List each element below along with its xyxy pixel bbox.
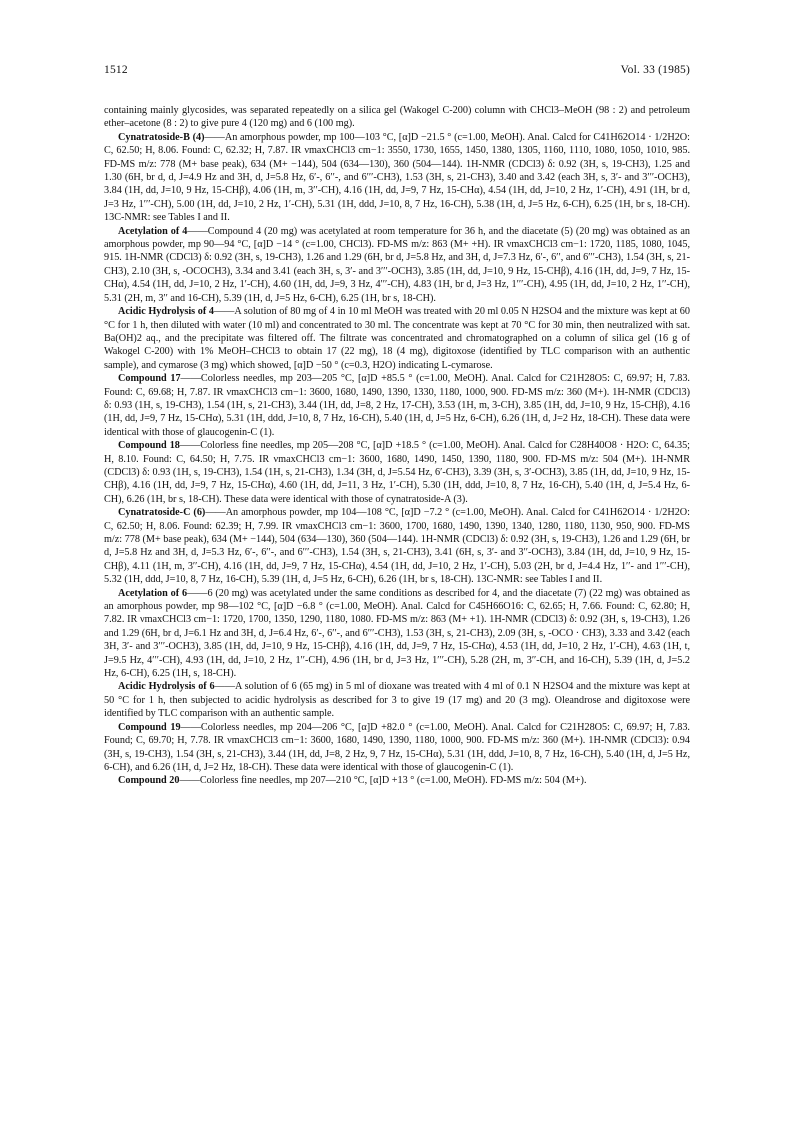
page-header (104, 64, 690, 76)
section-heading: Acidic Hydrolysis of 6 (118, 681, 215, 693)
section-heading: Acetylation of 4 (118, 225, 188, 237)
section-heading: Cynatratoside-C (6) (118, 507, 206, 519)
paragraph (104, 372, 690, 439)
paragraph-text: ——A solution of 80 mg of 4 in 10 ml MeOH was treated with 20 ml 0.05 N H2SO4 and the mixture was kept at 60 °C for 1 h, then diluted with water (10 ml) and concentrated to 30 ml. The concentrate was kept at 70 °C for 30 min, then neutralized with sat. Ba(OH)2 aq., and the precipitate was filtered off. The filtrate was concentrated and chromatographed on a column of silica gel (16 g of Wakogel C-200) with 1% MeOH–CHCl3 to obtain 17 (22 mg), 18 (4 mg), digitoxose (identified by TLC comparison with an authentic sample), and cymarose (3 mg) which showed, [α]D −50 ° (c=0.3, H2O) indicating L-cymarose. (104, 306, 690, 371)
section-heading: Cynatratoside-B (4) (118, 131, 205, 143)
paragraph (104, 774, 690, 787)
paragraph-text: ——An amorphous powder, mp 100—103 °C, [α]D −21.5 ° (c=1.00, MeOH). Anal. Calcd for C41H62O14 · 1/2H2O: C, 62.50; H, 8.06. Found: C, 62.32; H, 7.87. IR νmaxCHCl3 cm−1: 3550, 1730, 1655, 1450, 1380, 1305, 1160, 1110, 1080, 1050, 1010, 985. FD-MS m/z: 778 (M+ base peak), 634 (M+ −144), 504 (634—130), 360 (504—144). 1H-NMR (CDCl3) δ: 0.92 (3H, s, 19-CH3), 1.25 and 1.30 (6H, br d, d, J=4.9 Hz and 3H, d, J=5.8 Hz, 6′-, 6′′-, and 6′′′-CH3), 1.53 (3H, s, 21-CH3), 3.40 and 3.42 (each 3H, s, 3′- and 3′′′-OCH3), 3.84 (1H, dd, J=10, 9 Hz, 15-CHβ), 4.06 (1H, m, 3′′-CH), 4.16 (1H, dd, J=9, 7 Hz, 15-CHα), 4.54 (1H, dd, J=10, 2 Hz, 1′-CH), 4.91 (1H, br d, J=3 Hz, 1′′′-CH), 5.00 (1H, dd, J=10, 2 Hz, 1′-CH), 5.31 (1H, ddd, J=10, 8, 7 Hz, 16-CH), 5.38 (1H, d, J=5 Hz, 6-CH), 6.25 (1H, br s, 18-CH). 13C-NMR: see Tables I and II. (104, 131, 690, 224)
paragraph (104, 439, 690, 506)
paragraph-text: containing mainly glycosides, was separated repeatedly on a silica gel (Wakogel C-200) column with CHCl3–MeOH (98 : 2) and petroleum ether–acetone (8 : 2) to give pure 4 (120 mg) and 6 (100 mg). (104, 105, 690, 130)
section-heading: Compound 19 (118, 721, 181, 733)
page-number: 1512 (104, 64, 128, 76)
paragraph (104, 104, 690, 131)
paragraph (104, 225, 690, 305)
paragraph (104, 680, 690, 720)
paragraph-text: ——An amorphous powder, mp 104—108 °C, [α]D −7.2 ° (c=1.00, MeOH). Anal. Calcd for C41H62O14 · 1/2H2O: C, 62.50; H, 8.06. Found: 62.39; H, 7.99. IR νmaxCHCl3 cm−1: 3600, 1700, 1680, 1490, 1390, 1340, 1280, 1180, 1130, 950, 900. FD-MS m/z: 778 (M+ base peak), 634 (M+ −144), 504 (634—130), 360 (504—144). 1H-NMR (CDCl3) δ: 0.92 (3H, s, 19-CH3), 1.26 and 1.29 (6H, br d, J=5.8 Hz and 3H, d, J=5.3 Hz, 6′-, 6′′-, and 6′′′-CH3), 1.54 (3H, s, 21-CH3), 3.41 (6H, s, 3′- and 3′′-OCH3), 3.84 (1H, dd, J=10, 9 Hz, 15-CHβ), 4.11 (1H, m, 3′′-CH), 4.16 (1H, dd, J=9, 7 Hz, 15-CHα), 4.54 (1H, dd, J=10, 2 Hz, 1′-CH), 5.03 (2H, br d, J=4.4 Hz, 1′′- and 1′′′-CH), 5.32 (1H, ddd, J=10, 8, 7 Hz, 16-CH), 5.39 (1H, d, J=5 Hz, 6-CH), 6.26 (1H, br s, 18-CH). 13C-NMR: see Tables I and II. (104, 507, 690, 586)
paragraph-text: ——6 (20 mg) was acetylated under the same conditions as described for 4, and the diacetate (7) (22 mg) was obtained as an amorphous powder, mp 98—102 °C, [α]D −6.8 ° (c=1.00, MeOH). Anal. Calcd for C45H66O16: C, 62.65; H, 7.66. Found: C, 62.80; H, 7.82. IR νmaxCHCl3 cm−1: 1720, 1700, 1350, 1290, 1180, 1080. FD-MS m/z: 863 (M+ +1). 1H-NMR (CDCl3) δ: 0.92 (3H, s, 19-CH3), 1.26 and 1.29 (6H, br d, J=6.1 Hz and 3H, d, J=6.4 Hz, 6′-, 6′′-, and 6′′′-CH3), 1.53 (3H, s, 21-CH3), 2.09 (3H, s, -OCO · CH3), 3.33 and 3.42 (each 3H, 3′- and 3′′′-OCH3), 3.85 (1H, dd, J=10, 9 Hz, 15-CHβ), 4.16 (1H, dd, J=9, 7 Hz, 15-CHα), 4.53 (1H, dd, J=10, 2 Hz, 1′-CH), 4.63 (1H, t, J=9.5 Hz, 4′′′-CH), 4.93 (1H, dd, J=10, 2 Hz, 1′′-CH), 4.96 (1H, br d, J=3 Hz, 1′′′-CH), 5.28 (2H, m, 3′′-CH, and 16-CH), 5.39 (1H, d, J=5.2 Hz, 6-CH), 6.25 (1H, s, 18-CH). (104, 587, 690, 680)
paragraph-text: ——Colorless needles, mp 204—206 °C, [α]D +82.0 ° (c=1.00, MeOH). Anal. Calcd for C21H28O5: C, 69.97; H, 7.83. Found; C, 69.70; H, 7.78. IR νmaxCHCl3 cm−1: 3600, 1680, 1490, 1390, 1180, 1000, 900. FD-MS m/z: 360 (M+). 1H-NMR (CDCl3): 0.94 (3H, s, 19-CH3), 1.54 (3H, s, 21-CH3), 3.44 (1H, dd, J=8, 2 Hz, 9, 7 Hz, 15-CHα), 5.31 (1H, ddd, J=10, 8, 7 Hz, 16-CH), 5.40 (1H, d, J=5 Hz, 6-CH), and 6.26 (1H, d, J=2 Hz, 18-CH). These data were identical with those of glaucogenin-C (1). (104, 721, 690, 773)
paragraph-text: ——A solution of 6 (65 mg) in 5 ml of dioxane was treated with 4 ml of 0.1 N H2SO4 and the mixture was kept at 50 °C for 1 h, then subjected to acidic hydrolysis as described for 3 to give 19 (17 mg) and 20 (3 mg). Oleandrose and digitoxose were identified by TLC comparison with an authentic sample. (104, 681, 690, 720)
paragraph (104, 305, 690, 372)
journal-volume: Vol. 33 (1985) (620, 64, 690, 76)
section-heading: Acidic Hydrolysis of 4 (118, 306, 214, 318)
paragraph-text: ——Colorless fine needles, mp 207—210 °C, [α]D +13 ° (c=1.00, MeOH). FD-MS m/z: 504 (M+). (179, 775, 587, 787)
paragraph-text: ——Colorless needles, mp 203—205 °C, [α]D +85.5 ° (c=1.00, MeOH). Anal. Calcd for C21H28O5: C, 69.97; H, 7.83. Found: C, 69.68; H, 7.87. IR νmaxCHCl3 cm−1: 3600, 1680, 1490, 1390, 1330, 1180, 1000, 900. FD-MS m/z: 360 (M+). 1H-NMR (CDCl3) δ: 0.93 (1H, s, 19-CH3), 1.54 (1H, s, 21-CH3), 3.44 (1H, dd, J=8, 2 Hz, 17-CH), 3.53 (1H, m, 3-CH), 3.85 (1H, dd, J=10, 9 Hz, 15-CHβ), 4.16 (1H, dd, J=9, 7 Hz, 15-CHα), 5.31 (1H, ddd, J=10, 8, 7 Hz, 16-CH), 5.40 (1H, d, J=5 Hz, 6-CH), 6.26 (1H, d, J=2 Hz, 18-CH). These data were identical with those of glaucogenin-C (1). (104, 373, 690, 438)
section-heading: Compound 20 (118, 775, 180, 787)
section-heading: Compound 17 (118, 373, 181, 385)
section-heading: Acetylation of 6 (118, 587, 188, 599)
article-body (104, 104, 690, 788)
section-heading: Compound 18 (118, 440, 180, 452)
paragraph (104, 506, 690, 586)
paragraph-text: ——Colorless fine needles, mp 205—208 °C, [α]D +18.5 ° (c=1.00, MeOH). Anal. Calcd for C28H40O8 · H2O: C, 64.35; H, 8.10. Found: C, 64.50; H, 7.75. IR νmaxCHCl3 cm−1: 3600, 1680, 1490, 1450, 1390, 1180, 900. FD-MS m/z: 504 (M+). 1H-NMR (CDCl3) δ: 0.93 (1H, s, 19-CH3), 1.54 (1H, s, 21-CH3), 1.34 (3H, d, J=5.54 Hz, 6′-CH3), 3.39 (3H, s, 3′-OCH3), 3.85 (1H, dd, J=10, 9 Hz, 15-CHβ), 4.16 (1H, dd, J=9, 7 Hz, 15-CHα), 4.60 (1H, dd, J=11, 3 Hz, 1′-CH), 5.30 (1H, ddd, J=10, 8, 7 Hz, 16-CH), 5.40 (1H, d, J=5.4 Hz, 6-CH), 6.26 (1H, br s, 18-CH). These data were identical with those of cynatratoside-A (3). (104, 440, 691, 505)
paragraph (104, 721, 690, 775)
paragraph (104, 587, 690, 681)
paragraph (104, 131, 690, 225)
paragraph-text: ——Compound 4 (20 mg) was acetylated at room temperature for 36 h, and the diacetate (5) (20 mg) was obtained as an amorphous powder, mp 90—94 °C, [α]D −14 ° (c=1.00, CHCl3). FD-MS m/z: 863 (M+ +H). IR νmaxCHCl3 cm−1: 1720, 1185, 1080, 1045, 915. 1H-NMR (CDCl3) δ: 0.92 (3H, s, 19-CH3), 1.26 and 1.29 (6H, br d, J=5.8 Hz, and 3H, d, J=7.3 Hz, 6′-, 6′′, and 6′′′-CH3), 1.54 (3H, s, 21-CH3), 2.10 (3H, s, -OCOCH3), 3.34 and 3.41 (each 3H, s, 3′- and 3′′′-OCH3), 3.85 (1H, dd, J=10, 9 Hz, 15-CHβ), 4.16 (1H, dd, J=9, 7 Hz, 15-CHα), 4.54 (1H, dd, J=10, 2 Hz, 1′-CH), 4.60 (1H, dd, J=9, 3 Hz, 4′′′-CH), 4.83 (1H, br d, J=3 Hz, 1′′′-CH), 4.95 (1H, dd, J=10, 2 Hz, 1′′-CH), 5.31 (2H, m, 3′′ and 16-CH), 5.39 (1H, d, J=5 Hz, 6-CH), 6.25 (1H, br s, 18-CH). (104, 225, 690, 304)
